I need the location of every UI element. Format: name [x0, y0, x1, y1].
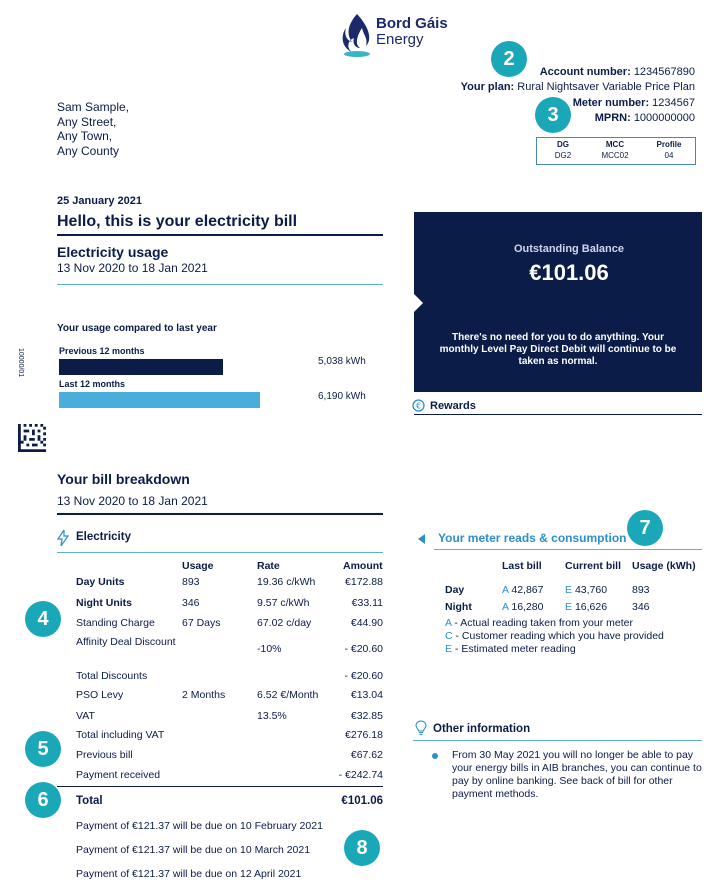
bar-label-last: Last 12 months — [59, 379, 126, 389]
meter-column-header: Usage (kWh) — [632, 560, 696, 572]
row-label-standing-charge: Standing Charge — [76, 617, 155, 629]
meter-usage: 346 — [632, 601, 650, 613]
row-amount: €276.18 — [345, 729, 383, 741]
usage-period: 13 Nov 2020 to 18 Jan 2021 — [57, 261, 208, 275]
meter-codes-table — [536, 137, 696, 165]
panel-notch — [414, 294, 423, 312]
code-header: DG — [557, 140, 569, 149]
side-print-code: 10000/01 — [17, 348, 24, 378]
row-rate: 19.36 c/kWh — [257, 576, 316, 588]
brand-name-line2: Energy — [376, 31, 424, 48]
row-amount: - €20.60 — [344, 643, 383, 655]
usage-value-last: 6,190 kWh — [318, 391, 366, 402]
account-number: Account number: 1234567890 — [539, 66, 695, 78]
row-usage: 346 — [182, 597, 200, 609]
column-header-amount: Amount — [343, 560, 383, 572]
datamatrix-barcode-icon — [17, 424, 47, 452]
section-divider — [434, 549, 702, 550]
account-plan: Your plan: Rural Nightsaver Variable Price Plan — [460, 81, 695, 93]
meter-legend-item: E - Estimated meter reading — [445, 643, 576, 655]
address-line: Any Town, — [57, 129, 113, 143]
meter-number: Meter number: 1234567 — [572, 97, 695, 109]
bill-greeting: Hello, this is your electricity bill — [57, 213, 298, 230]
balance-amount: €101.06 — [529, 260, 609, 285]
callout-badge-2: 2 — [491, 41, 527, 77]
usage-title: Electricity usage — [57, 244, 169, 260]
meter-current-read: E 16,626 — [565, 601, 608, 613]
other-info-title: Other information — [433, 723, 531, 735]
row-label-previous-bill: Previous bill — [76, 749, 133, 761]
electricity-section-title: Electricity — [76, 531, 131, 543]
svg-text:€: € — [415, 401, 422, 411]
flame-logo-icon — [340, 12, 374, 58]
comparison-title: Your usage compared to last year — [57, 323, 217, 334]
meter-legend-item: A - Actual reading taken from your meter — [445, 617, 633, 629]
brand-name-line1: Bord Gáis — [376, 15, 448, 32]
row-usage: 67 Days — [182, 617, 221, 629]
row-rate: 67.02 c/day — [257, 617, 312, 629]
total-amount: €101.06 — [341, 795, 383, 807]
row-amount: - €20.60 — [344, 670, 383, 682]
row-label-pso-levy: PSO Levy — [76, 689, 124, 701]
callout-badge-6: 6 — [25, 782, 61, 818]
row-amount: €13.04 — [350, 689, 383, 701]
rewards-link[interactable]: Rewards — [430, 400, 476, 412]
row-rate: 6.52 €/Month — [257, 689, 319, 701]
row-label-total-incl-vat: Total including VAT — [76, 729, 165, 741]
section-divider — [57, 552, 383, 553]
mprn-number: MPRN: 1000000000 — [594, 112, 695, 124]
usage-bar-previous — [59, 359, 223, 375]
row-label-vat: VAT — [76, 710, 95, 722]
section-divider — [57, 284, 383, 285]
bullet-dot — [432, 753, 438, 759]
address-line: Any County — [57, 143, 120, 158]
bill-date: 25 January 2021 — [57, 195, 143, 207]
code-value: 04 — [664, 151, 674, 160]
row-label-total-discounts: Total Discounts — [76, 670, 148, 682]
column-header-rate: Rate — [257, 560, 280, 572]
meter-reads-title: Your meter reads & consumption — [438, 531, 627, 545]
row-label-day-units: Day Units — [76, 576, 125, 588]
row-amount: €33.11 — [351, 597, 383, 609]
row-label-affinity-discount: Affinity Deal Discount — [76, 636, 176, 648]
callout-badge-3: 3 — [535, 97, 571, 133]
row-rate: 13.5% — [257, 710, 287, 722]
meter-last-read: A 42,867 — [502, 584, 544, 596]
code-value: MCC02 — [601, 151, 629, 160]
section-divider — [57, 234, 383, 236]
usage-bar-last — [59, 392, 260, 408]
row-amount: - €242.74 — [338, 769, 383, 781]
bar-label-previous: Previous 12 months — [59, 346, 145, 356]
row-label-night-units: Night Units — [76, 597, 132, 609]
address-line: Sam Sample, — [57, 100, 130, 114]
balance-label: Outstanding Balance — [513, 243, 625, 255]
row-label-payment-received: Payment received — [76, 769, 161, 781]
breakdown-title: Your bill breakdown — [57, 471, 190, 487]
payment-schedule-line: Payment of €121.37 will be due on 10 February 2021 — [76, 820, 323, 832]
meter-current-read: E 43,760 — [565, 584, 608, 596]
row-amount: €172.88 — [345, 576, 383, 588]
meter-row-label: Day — [445, 584, 465, 596]
meter-column-header: Last bill — [502, 560, 542, 572]
row-usage: 2 Months — [182, 689, 226, 701]
payment-schedule-line: Payment of €121.37 will be due on 12 April 2021 — [76, 868, 302, 880]
meter-legend-item: C - Customer reading which you have provided — [445, 630, 664, 642]
section-divider — [414, 414, 702, 415]
other-info-text: From 30 May 2021 you will no longer be able to pay your energy bills in AIB branches, you can continue to pay by online banking. See back of bill for other payment methods. — [452, 749, 702, 800]
code-header: MCC — [605, 140, 625, 149]
payment-schedule-line: Payment of €121.37 will be due on 10 March 2021 — [76, 844, 311, 856]
brand-logo — [340, 12, 460, 60]
section-divider — [57, 786, 383, 787]
section-divider — [57, 513, 383, 515]
row-usage: 893 — [182, 576, 200, 588]
row-rate: -10% — [257, 643, 282, 655]
lightning-bolt-icon — [57, 530, 69, 546]
code-value: DG2 — [554, 151, 572, 160]
meter-usage: 893 — [632, 584, 650, 596]
column-header-usage: Usage — [182, 560, 214, 572]
address-line: Any Street, — [57, 114, 117, 129]
meter-row-label: Night — [445, 601, 472, 613]
customer-address — [57, 100, 129, 158]
total-label: Total — [76, 795, 103, 807]
row-amount: €32.85 — [350, 710, 383, 722]
balance-message: There's no need for you to do anything. Your monthly Level Pay Direct Debit will continue to be taken as normal. — [439, 332, 677, 367]
meter-last-read: A 16,280 — [502, 601, 544, 613]
callout-badge-7: 7 — [627, 510, 663, 546]
code-header: Profile — [656, 140, 682, 149]
row-amount: €44.90 — [350, 617, 383, 629]
lightbulb-icon — [415, 720, 427, 736]
breakdown-period: 13 Nov 2020 to 18 Jan 2021 — [57, 494, 208, 508]
callout-badge-5: 5 — [25, 731, 61, 767]
euro-circle-icon — [412, 399, 425, 412]
callout-badge-8: 8 — [344, 830, 380, 866]
row-rate: 9.57 c/kWh — [257, 597, 310, 609]
usage-value-previous: 5,038 kWh — [318, 356, 366, 367]
callout-badge-4: 4 — [25, 601, 61, 637]
meter-column-header: Current bill — [565, 560, 622, 572]
triangle-left-icon — [418, 534, 426, 544]
outstanding-balance-panel — [414, 212, 702, 392]
section-divider — [413, 740, 702, 741]
row-amount: €67.62 — [350, 749, 383, 761]
